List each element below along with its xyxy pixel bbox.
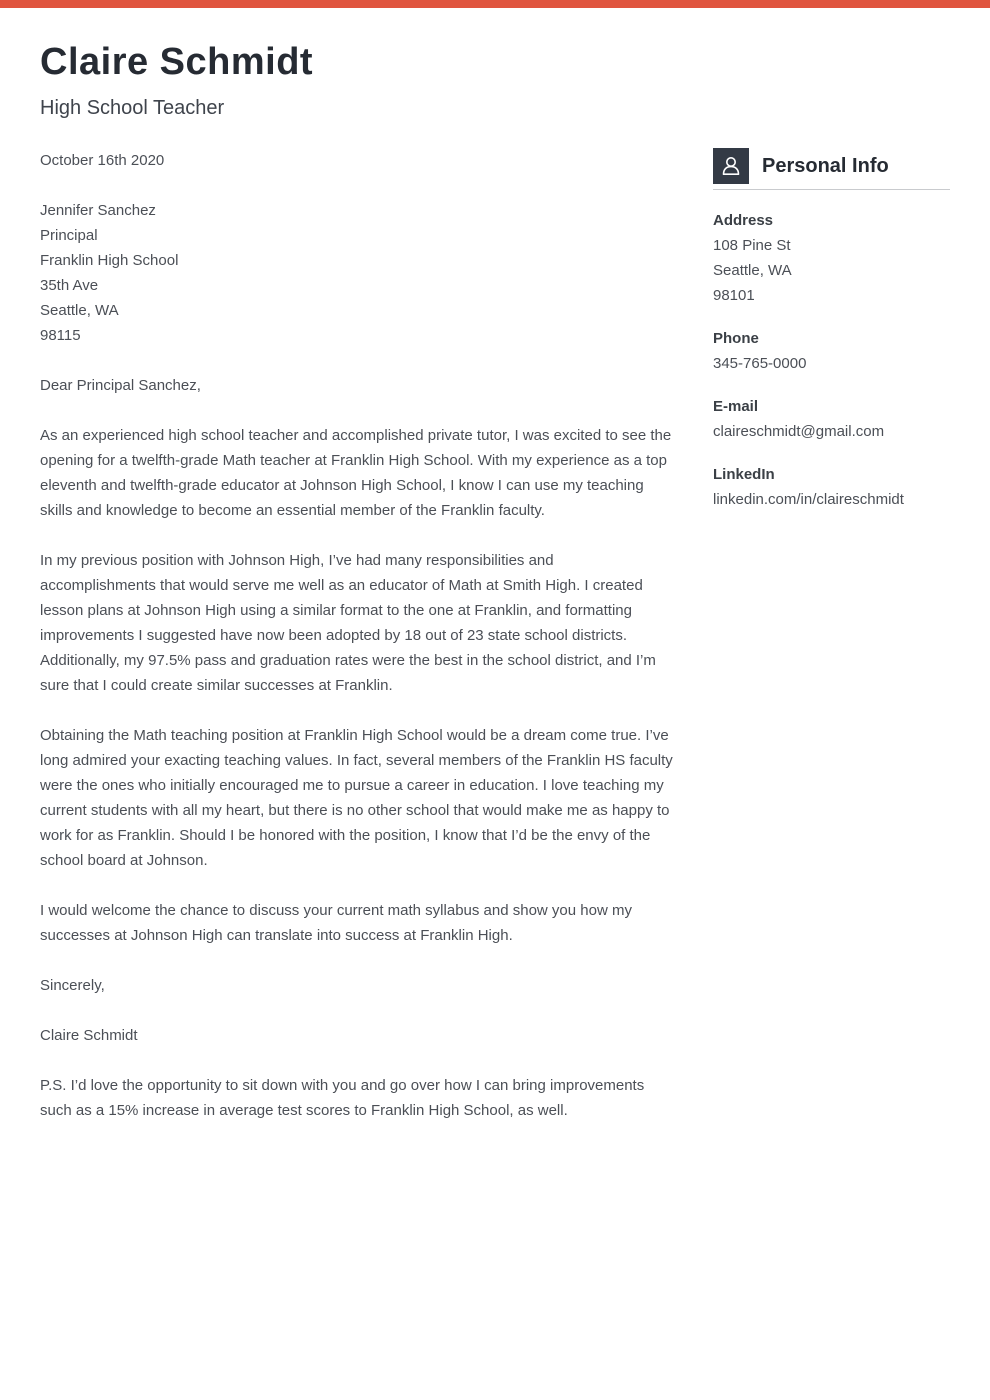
sidebar-section-linkedin: [713, 462, 950, 512]
document-header: [0, 0, 990, 122]
person-icon: [713, 148, 749, 184]
letter-body: [40, 148, 673, 1123]
letter-paragraph: As an experienced high school teacher and accomplished private tutor, I was excited to see the opening for a twelfth-grade Math teacher at Franklin High School. With my experience as a top eleventh and twelfth-grade educator at Johnson High School, I know I can use my teaching skills and knowledge to become an essential member of the Franklin faculty.: [40, 427, 672, 519]
address-line: Seattle, WA: [713, 262, 792, 279]
accent-bar: [0, 0, 990, 8]
letter-paragraph: I would welcome the chance to discuss your current math syllabus and show you how my successes at Johnson High can translate into success at Franklin High.: [40, 902, 632, 944]
letter-date: October 16th 2020: [40, 152, 165, 169]
recipient-line: 35th Ave: [40, 277, 99, 294]
candidate-job-title: High School Teacher: [40, 97, 225, 119]
section-label: Address: [713, 212, 774, 229]
content-columns: [0, 148, 990, 1123]
section-label: Phone: [713, 330, 759, 347]
salutation: Dear Principal Sanchez,: [40, 377, 201, 394]
sidebar-section-phone: [713, 326, 950, 376]
candidate-name: Claire Schmidt: [40, 41, 314, 83]
section-label: E-mail: [713, 398, 759, 415]
recipient-line: 98115: [40, 327, 81, 344]
recipient-line: Principal: [40, 227, 98, 244]
address-line: 108 Pine St: [713, 237, 791, 254]
phone-value: 345-765-0000: [713, 355, 807, 372]
sidebar-title: Personal Info: [762, 154, 889, 177]
letter-paragraph: In my previous position with Johnson High, I’ve had many responsibilities and accomplishments that would serve me well as an educator of Math at Smith High. I created lesson plans at Johnson High using a similar format to the one at Franklin, and formatting improvements I suggested have now been adopted by 18 out of 23 state school districts. Additionally, my 97.5% pass and graduation rates were the best in the school district, and I’m sure that I could create similar successes at Franklin.: [40, 552, 656, 694]
email-value: claireschmidt@gmail.com: [713, 423, 885, 440]
recipient-line: Franklin High School: [40, 252, 179, 269]
section-label: LinkedIn: [713, 466, 775, 483]
sidebar-header: [713, 148, 950, 190]
signature: Claire Schmidt: [40, 1027, 138, 1044]
sidebar-section-email: [713, 394, 950, 444]
letter-paragraph: Obtaining the Math teaching position at Franklin High School would be a dream come true. I’ve long admired your exacting teaching values. In fact, several members of the Franklin HS faculty were the ones who initially encouraged me to pursue a career in education. I love teaching my current students with all my heart, but there is no other school that would make me as happy to work for as Franklin. Should I be honored with the position, I know that I’d be the envy of the school board at Johnson.: [40, 727, 673, 869]
address-line: 98101: [713, 287, 755, 304]
recipient-line: Jennifer Sanchez: [40, 202, 156, 219]
closing: Sincerely,: [40, 977, 105, 994]
linkedin-value: linkedin.com/in/claireschmidt: [713, 491, 904, 508]
sidebar-section-address: [713, 208, 950, 308]
recipient-line: Seattle, WA: [40, 302, 119, 319]
recipient-block: [40, 198, 673, 348]
personal-info-sidebar: [713, 148, 950, 512]
postscript: P.S. I’d love the opportunity to sit down with you and go over how I can bring improvements such as a 15% increase in average test scores to Franklin High School, as well.: [40, 1077, 645, 1119]
